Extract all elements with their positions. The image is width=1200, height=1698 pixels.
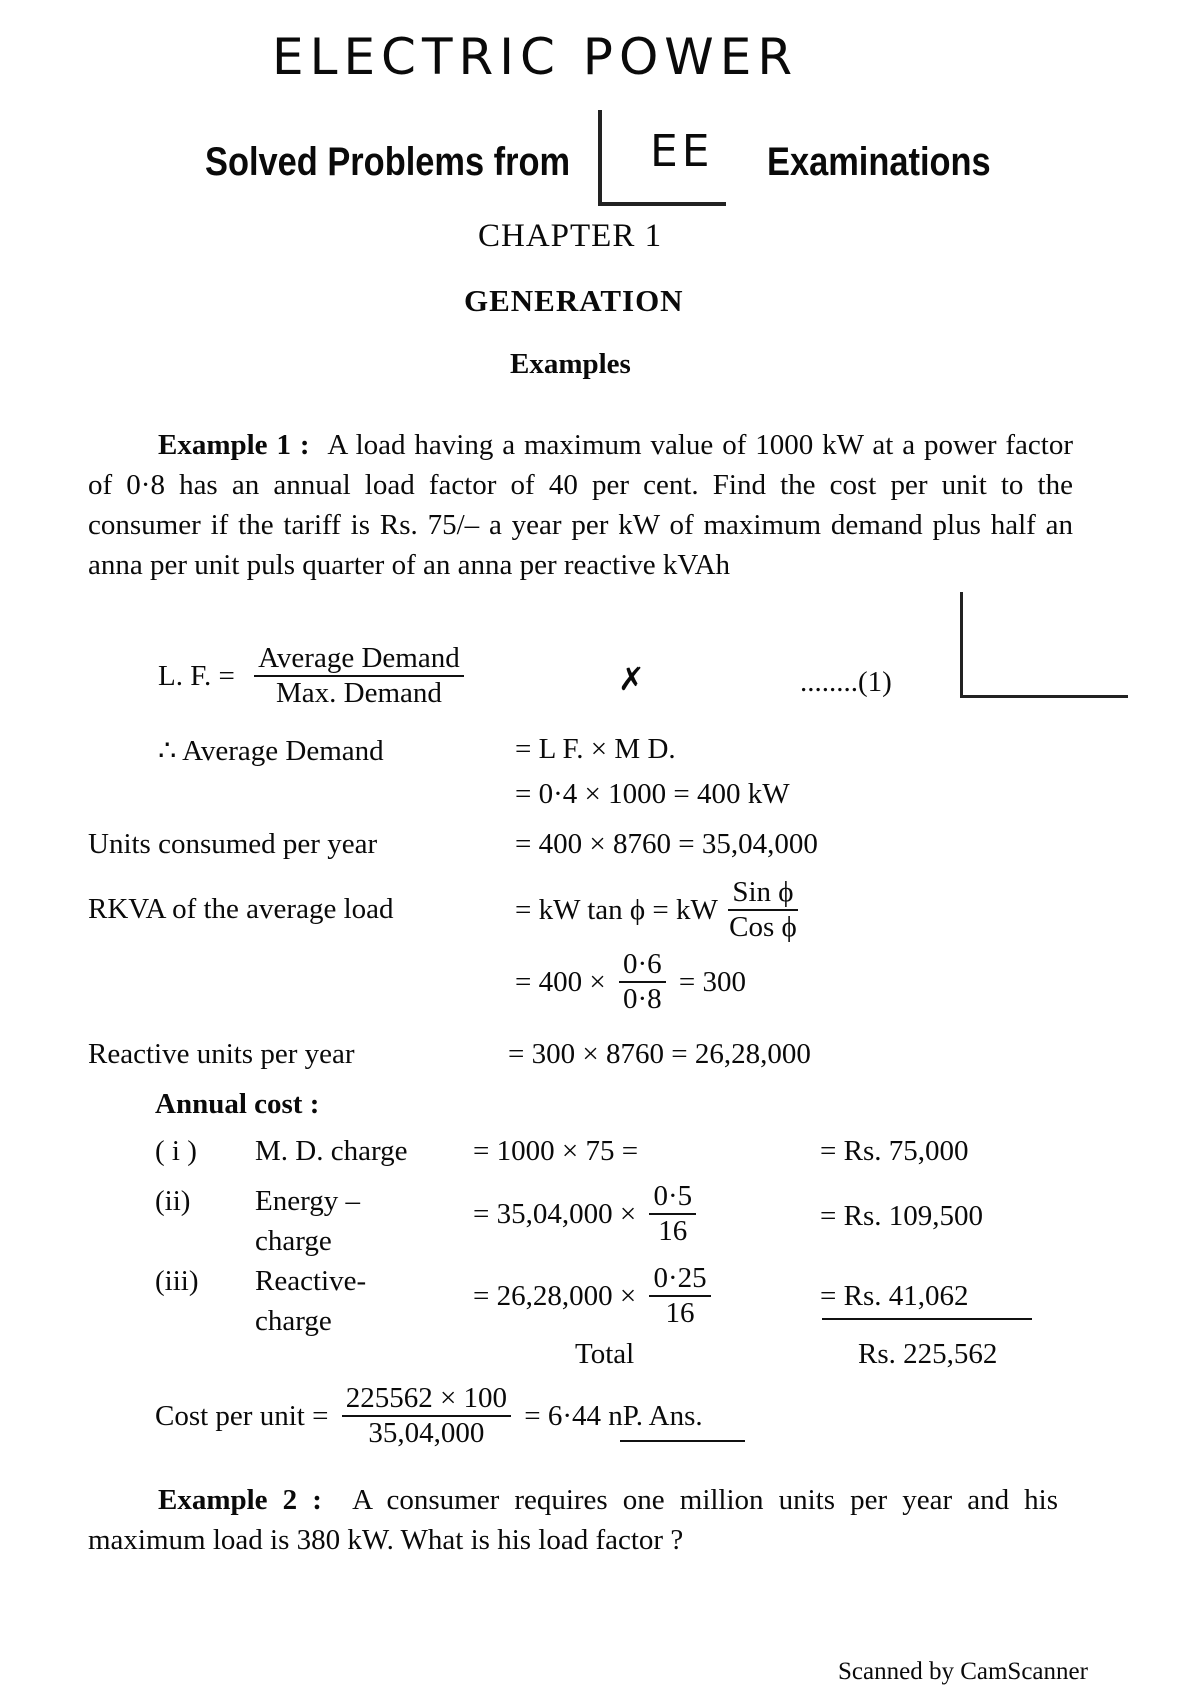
example-2-text: A consumer requires one million units per year and his maximum load is 380 kW. What is his load factor ? (88, 1484, 1059, 1556)
total-value: Rs. 225,562 (858, 1338, 998, 1370)
cost-item-2-number: (ii) (155, 1185, 191, 1217)
chapter-title: GENERATION (464, 283, 684, 318)
cost-item-3-numerator: 0·25 (649, 1262, 710, 1297)
rkva-rhs (515, 876, 801, 945)
rkva-line-2-denominator: 0·8 (622, 983, 662, 1016)
cost-item-2-label-1: Energy – (255, 1185, 360, 1217)
example-2-label: Example 2 : (158, 1484, 322, 1516)
avg-demand-rhs-2: = 0·4 × 1000 = 400 kW (515, 778, 790, 810)
lf-lhs: L. F. = (158, 659, 235, 692)
avg-demand-lhs: ∴ Average Demand (158, 735, 384, 767)
equation-tag: ........(1) (800, 666, 892, 698)
cost-item-2-expr-left: = 35,04,000 × (473, 1197, 637, 1230)
section-heading: Examples (510, 348, 631, 380)
cost-item-1-result: = Rs. 75,000 (820, 1135, 969, 1167)
cost-item-2-numerator: 0·5 (649, 1180, 696, 1215)
cost-item-3-result: = Rs. 41,062 (820, 1280, 969, 1312)
cost-item-2-expr (473, 1180, 696, 1249)
lf-equation (158, 642, 464, 711)
rkva-numerator: Sin ϕ (728, 876, 797, 911)
cost-item-3-expr-left: = 26,28,000 × (473, 1279, 637, 1312)
cost-item-3-label-1: Reactive- (255, 1265, 367, 1297)
cost-per-unit-rhs: = 6·44 nP. Ans. (524, 1399, 703, 1432)
chapter-label: CHAPTER 1 (478, 218, 663, 254)
rkva-line-2-right: = 300 (678, 965, 746, 998)
rkva-line-2 (515, 948, 746, 1017)
cost-item-3-denominator: 16 (665, 1297, 695, 1330)
scanner-watermark: Scanned by CamScanner (838, 1658, 1088, 1685)
example-1-text: A load having a maximum value of 1000 kW at a power factor of 0·8 has an annual load factor of 40 per cent. Find the cost per unit to the consumer if the tariff is Rs. 75/– a year per kW of maximum demand plus half an anna per unit puls quarter of an anna per reactive kVAh (88, 429, 1073, 581)
units-rhs: = 400 × 8760 = 35,04,000 (515, 828, 818, 860)
rkva-lhs: RKVA of the average load (88, 893, 394, 925)
cost-item-1-label: M. D. charge (255, 1135, 408, 1167)
cost-item-2-label-2: charge (255, 1225, 332, 1257)
cost-item-3-label-2: charge (255, 1305, 332, 1337)
total-label: Total (575, 1338, 635, 1370)
annual-cost-heading: Annual cost : (155, 1088, 320, 1120)
rkva-line-2-left: = 400 × (515, 965, 606, 998)
rkva-rhs-text: = kW tan ϕ = kW (515, 893, 718, 926)
cost-item-1-expr: = 1000 × 75 = (473, 1135, 639, 1167)
subtitle-right: Examinations (767, 140, 991, 184)
stamp-text: EE (650, 126, 714, 177)
page-title: ELECTRIC POWER (272, 28, 799, 86)
handwritten-bracket (960, 592, 963, 697)
cost-item-3-expr (473, 1262, 711, 1331)
answer-underline (620, 1440, 745, 1442)
handwritten-stamp-box (598, 110, 728, 206)
cost-item-1-number: ( i ) (155, 1135, 197, 1167)
rkva-denominator: Cos ϕ (729, 911, 797, 944)
cost-item-3-number: (iii) (155, 1265, 199, 1297)
lf-denominator: Max. Demand (275, 677, 442, 710)
avg-demand-rhs-1: = L F. × M D. (515, 733, 676, 765)
cost-per-unit-numerator: 225562 × 100 (342, 1382, 511, 1417)
total-rule (822, 1318, 1032, 1320)
cost-item-2-denominator: 16 (658, 1215, 688, 1248)
lf-numerator: Average Demand (254, 642, 464, 677)
example-2-paragraph (88, 1480, 1058, 1560)
subtitle-left: Solved Problems from (205, 140, 571, 184)
rkva-line-2-numerator: 0·6 (619, 948, 666, 983)
example-1-paragraph (88, 425, 1073, 585)
handwritten-cross-mark: ✗ (618, 661, 645, 697)
cost-per-unit-lhs: Cost per unit = (155, 1399, 329, 1432)
units-lhs: Units consumed per year (88, 828, 378, 860)
cost-item-2-result: = Rs. 109,500 (820, 1200, 983, 1232)
reactive-rhs: = 300 × 8760 = 26,28,000 (508, 1038, 811, 1070)
example-1-label: Example 1 : (158, 429, 310, 461)
reactive-lhs: Reactive units per year (88, 1038, 355, 1070)
cost-per-unit-denominator: 35,04,000 (368, 1417, 485, 1450)
